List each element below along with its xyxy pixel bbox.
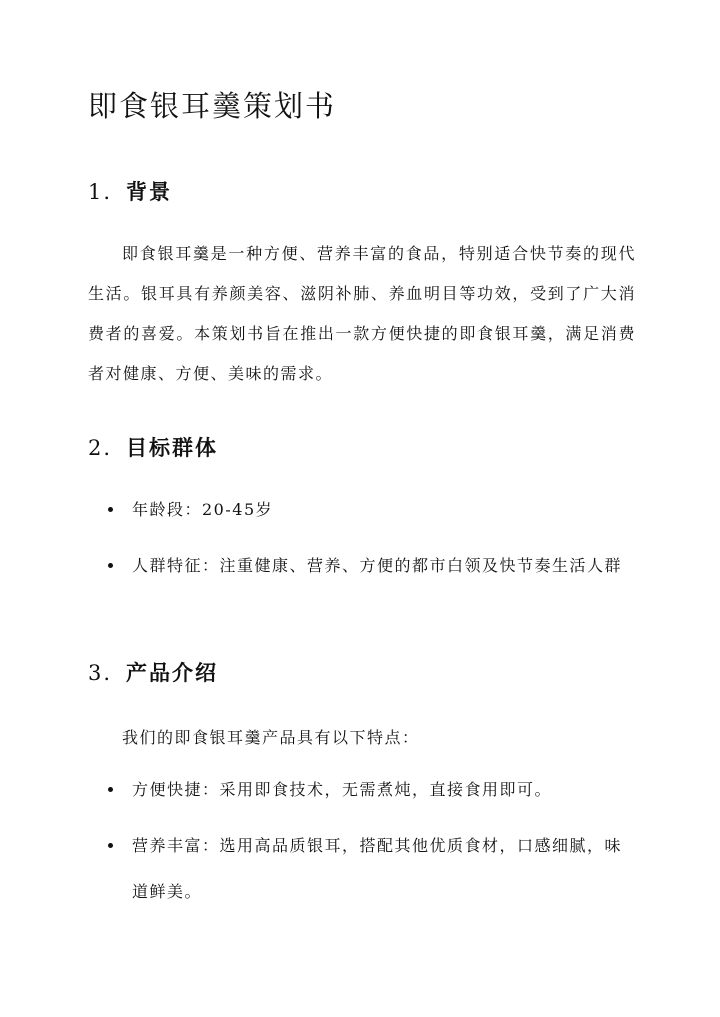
section-number: 3. bbox=[88, 661, 113, 685]
section-number: 1. bbox=[88, 180, 113, 204]
bullet-dot-icon bbox=[108, 787, 113, 792]
list-item bbox=[108, 767, 628, 813]
list-item-text: 人群特征：注重健康、营养、方便的都市白领及快节奏生活人群 bbox=[132, 556, 623, 575]
document-title: 即食银耳羹策划书 bbox=[88, 89, 337, 123]
section-heading-background bbox=[88, 176, 172, 206]
section-heading-text: 目标群体 bbox=[126, 435, 218, 460]
product-intro-text: 我们的即食银耳羹产品具有以下特点： bbox=[122, 728, 420, 747]
section-heading-text: 背景 bbox=[126, 179, 172, 204]
bullet-dot-icon bbox=[108, 507, 113, 512]
bullet-dot-icon bbox=[108, 843, 113, 848]
bullet-dot-icon bbox=[108, 563, 113, 568]
section-heading-target-group bbox=[88, 432, 218, 462]
section-heading-product-intro bbox=[88, 657, 218, 687]
list-item-text: 年龄段：20-45岁 bbox=[132, 500, 274, 519]
background-paragraph: 即食银耳羹是一种方便、营养丰富的食品，特别适合快节奏的现代生活。银耳具有养颜美容、滋阴补肺、养血明目等功效，受到了广大消费者的喜爱。本策划书旨在推出一款方便快捷的即食银耳羹，满足消费者对健康、方便、美味的需求。 bbox=[88, 244, 636, 383]
list-item bbox=[108, 543, 628, 589]
section-number: 2. bbox=[88, 436, 113, 460]
list-item bbox=[108, 487, 628, 533]
list-item-text: 方便快捷：采用即食技术，无需煮炖，直接食用即可。 bbox=[132, 780, 553, 799]
list-item-text: 营养丰富：选用高品质银耳，搭配其他优质食材，口感细腻，味道鲜美。 bbox=[132, 836, 623, 901]
section-heading-text: 产品介绍 bbox=[126, 660, 218, 685]
list-item bbox=[108, 823, 628, 915]
